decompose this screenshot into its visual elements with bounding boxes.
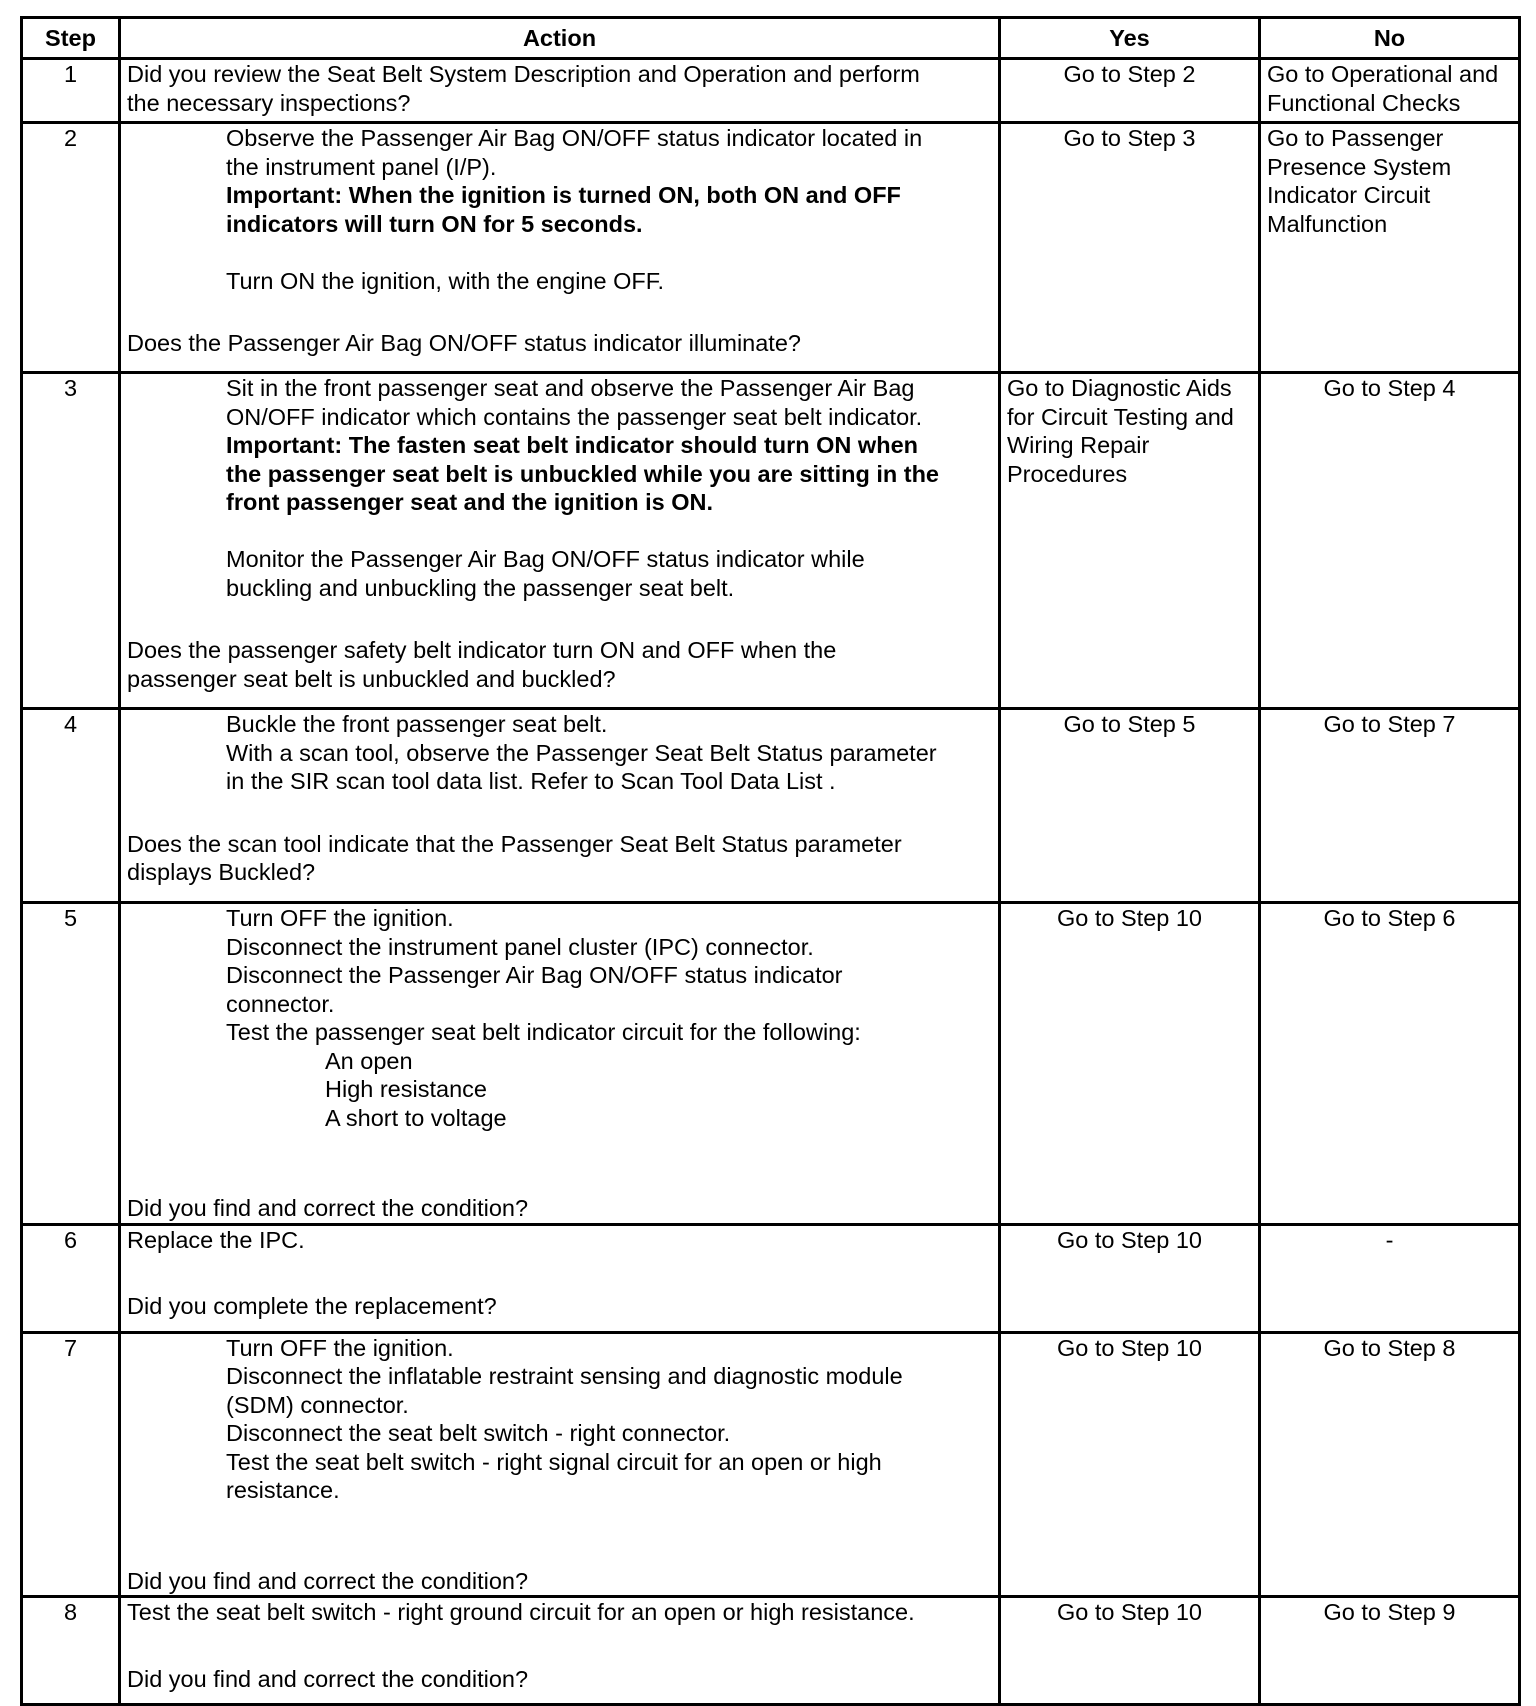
instruction-line: Disconnect the inflatable restraint sensing and diagnostic module [226,1363,903,1389]
yes-result: Go to Step 10 [1000,903,1260,1225]
no-result: Go to Step 4 [1260,373,1520,709]
question-line: Does the scan tool indicate that the Passenger Seat Belt Status parameter [127,830,902,857]
question-line: displays Buckled? [127,859,316,885]
no-result: Go to Step 9 [1260,1597,1520,1705]
instruction-line: in the SIR scan tool data list. Refer to Scan Tool Data List . [226,768,836,794]
instruction-line: Turn OFF the ignition. [226,1334,454,1361]
action-cell [120,1224,1000,1332]
step-number: 6 [22,1224,120,1332]
instruction-line: Observe the Passenger Air Bag ON/OFF status indicator located in [226,125,923,151]
instruction-line: Test the passenger seat belt indicator circuit for the following: [226,1019,861,1045]
no-result: Go to Step 8 [1260,1332,1520,1597]
instruction-line: Monitor the Passenger Air Bag ON/OFF status indicator while [226,546,865,572]
sub-item: An open [325,1047,413,1074]
action-line: the necessary inspections? [127,89,411,116]
important-note: front passenger seat and the ignition is ON. [226,489,714,515]
instruction-line: Buckle the front passenger seat belt. [226,711,608,737]
table-row [22,123,1520,373]
action-cell [120,709,1000,903]
table-row [22,373,1520,709]
yes-result: Go to Step 2 [1000,59,1260,123]
instruction-line: Disconnect the Passenger Air Bag ON/OFF status indicator [226,962,843,988]
no-result: Go to Step 7 [1260,709,1520,903]
action-cell [120,1597,1000,1705]
yes-result: Go to Step 10 [1000,1597,1260,1705]
table-row [22,709,1520,903]
yes-line: Wiring Repair [1007,432,1150,458]
instruction-line: Sit in the front passenger seat and observe the Passenger Air Bag [226,375,915,401]
yes-line: Procedures [1007,460,1128,487]
instruction-line: ON/OFF indicator which contains the passenger seat belt indicator. [226,403,923,430]
step-number: 2 [22,123,120,373]
step-number: 3 [22,373,120,709]
instruction-line: With a scan tool, observe the Passenger Seat Belt Status parameter [226,739,937,766]
yes-result: Go to Step 5 [1000,709,1260,903]
no-line: Presence System [1267,153,1452,180]
step-number: 7 [22,1332,120,1597]
question-line: passenger seat belt is unbuckled and buckled? [127,665,616,692]
no-line: Go to Operational and [1267,61,1499,87]
step-number: 4 [22,709,120,903]
table-row [22,59,1520,123]
header-yes: Yes [1000,18,1260,59]
instruction-line: (SDM) connector. [226,1391,409,1418]
sub-item: A short to voltage [325,1104,507,1131]
instruction-line: Turn ON the ignition, with the engine OFF. [226,267,665,294]
no-line: Go to Passenger [1267,125,1444,151]
action-cell [120,903,1000,1225]
question-line: Did you find and correct the condition? [127,1665,529,1692]
header-action: Action [120,18,1000,59]
header-no: No [1260,18,1520,59]
no-result [1260,123,1520,373]
action-line: Replace the IPC. [127,1226,305,1253]
question-line: Does the passenger safety belt indicator turn ON and OFF when the [127,637,837,663]
instruction-line: Test the seat belt switch - right signal circuit for an open or high [226,1448,882,1475]
important-note: the passenger seat belt is unbuckled while you are sitting in the [226,460,939,487]
instruction-line: buckling and unbuckling the passenger seat belt. [226,574,735,601]
instruction-line: Disconnect the seat belt switch - right connector. [226,1420,731,1446]
important-note: indicators will turn ON for 5 seconds. [226,210,643,237]
table-row [22,1597,1520,1705]
step-number: 1 [22,59,120,123]
action-cell [120,123,1000,373]
yes-result [1000,373,1260,709]
no-result [1260,59,1520,123]
question-line: Did you find and correct the condition? [127,1195,529,1221]
no-line: Functional Checks [1267,89,1461,116]
action-line: Test the seat belt switch - right ground circuit for an open or high resistance. [127,1599,915,1625]
instruction-line: connector. [226,990,335,1017]
table-row [22,903,1520,1225]
step-number: 8 [22,1597,120,1705]
header-step: Step [22,18,120,59]
table-row [22,1224,1520,1332]
no-line: Malfunction [1267,210,1388,237]
instruction-line: resistance. [226,1477,340,1503]
important-note: Important: When the ignition is turned ON, both ON and OFF [226,182,901,208]
yes-line: for Circuit Testing and [1007,403,1234,430]
instruction-line: the instrument panel (I/P). [226,153,497,180]
action-cell [120,59,1000,123]
question-line: Did you find and correct the condition? [127,1567,529,1594]
question-line: Did you complete the replacement? [127,1293,497,1319]
table-header-row [22,18,1520,59]
instruction-line: Disconnect the instrument panel cluster (IPC) connector. [226,933,814,960]
question-line: Does the Passenger Air Bag ON/OFF status indicator illuminate? [127,330,801,356]
sub-item: High resistance [325,1076,487,1102]
step-number: 5 [22,903,120,1225]
no-result: - [1260,1224,1520,1332]
table-row [22,1332,1520,1597]
yes-result: Go to Step 10 [1000,1224,1260,1332]
action-line: Did you review the Seat Belt System Description and Operation and perform [127,61,920,87]
action-cell [120,1332,1000,1597]
yes-line: Go to Diagnostic Aids [1007,375,1232,401]
no-line: Indicator Circuit [1267,182,1431,208]
instruction-line: Turn OFF the ignition. [226,905,454,931]
action-cell [120,373,1000,709]
important-note: Important: The fasten seat belt indicator should turn ON when [226,432,918,458]
yes-result: Go to Step 10 [1000,1332,1260,1597]
diagnostic-table [20,16,1521,1706]
no-result: Go to Step 6 [1260,903,1520,1225]
yes-result: Go to Step 3 [1000,123,1260,373]
